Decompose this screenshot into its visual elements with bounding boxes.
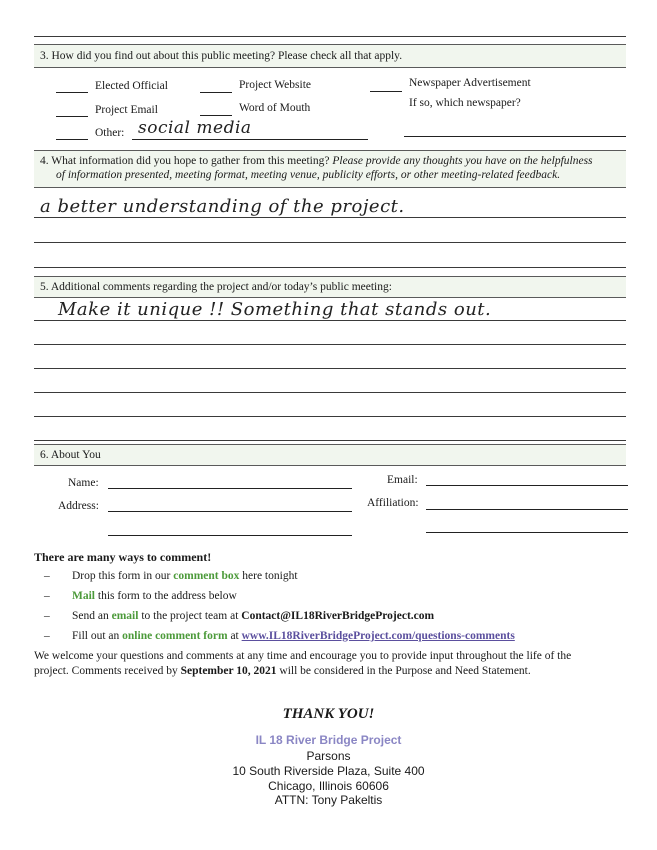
question-3-header: [34, 44, 626, 68]
option-elected-official: Elected Official: [95, 80, 168, 92]
way-text: at: [227, 630, 242, 642]
affiliation-field[interactable]: [426, 509, 628, 510]
way-email: [72, 610, 434, 622]
city-address: Chicago, Illinois 60606: [268, 779, 389, 793]
option-project-website: Project Website: [239, 79, 311, 91]
other-answer-line[interactable]: [132, 139, 368, 140]
address-field-2[interactable]: [108, 535, 352, 536]
welcome-text: project. Comments received by: [34, 665, 181, 677]
option-other: Other:: [95, 127, 125, 139]
company-name: Parsons: [306, 749, 351, 763]
option-newspaper-advertisement: Newspaper Advertisement: [409, 77, 531, 89]
question-4-header: [34, 150, 626, 188]
way-online-form: [72, 630, 515, 642]
address-label: Address:: [58, 500, 99, 512]
answer-line[interactable]: [34, 392, 626, 393]
answer-line[interactable]: [34, 320, 626, 321]
answer-line[interactable]: [34, 368, 626, 369]
newspaper-answer-line[interactable]: [404, 136, 626, 137]
affiliation-label: Affiliation:: [367, 497, 419, 509]
option-project-email: Project Email: [95, 104, 158, 116]
answer-line[interactable]: [34, 242, 626, 243]
bullet-dash: –: [44, 630, 50, 642]
answer-line[interactable]: [34, 416, 626, 417]
checkbox-word-of-mouth[interactable]: [200, 115, 232, 116]
website-link[interactable]: www.IL18RiverBridgeProject.com/questions-comments: [241, 630, 515, 642]
checkbox-project-website[interactable]: [200, 92, 232, 93]
way-text: Fill out an: [72, 630, 123, 642]
welcome-line-2: [34, 665, 531, 677]
thank-you: THANK YOU!: [282, 706, 375, 722]
bullet-dash: –: [44, 570, 50, 582]
question-4-label-b: Please provide any thoughts you have on the helpfulness: [332, 155, 593, 167]
option-which-newspaper: If so, which newspaper?: [409, 97, 521, 109]
question-5-answer: Make it unique !! Something that stands out.: [58, 299, 492, 320]
question-5-header: [34, 276, 626, 298]
deadline-date: September 10, 2021: [180, 665, 277, 677]
checkbox-newspaper[interactable]: [370, 91, 402, 92]
attn-line: ATTN: Tony Pakeltis: [274, 793, 383, 807]
contact-email-link[interactable]: Contact@IL18RiverBridgeProject.com: [241, 610, 435, 622]
bullet-dash: –: [44, 610, 50, 622]
other-answer: social media: [138, 118, 252, 138]
question-6-label: 6. About You: [40, 449, 101, 461]
question-5-label: 5. Additional comments regarding the project and/or today’s public meeting:: [40, 281, 392, 293]
checkbox-elected-official[interactable]: [56, 92, 88, 93]
way-text: to the project team at: [138, 610, 242, 622]
question-4-label-c: of information presented, meeting format, meeting venue, publicity efforts, or other meeting-related feedback.: [56, 169, 561, 181]
question-3-label: 3. How did you find out about this public meeting? Please check all that apply.: [40, 50, 403, 62]
online-form-highlight: online comment form: [122, 630, 228, 642]
way-text: Send an: [72, 610, 112, 622]
name-field[interactable]: [108, 488, 352, 489]
question-6-header: [34, 444, 626, 466]
way-text: this form to the address below: [95, 590, 237, 602]
answer-line[interactable]: [34, 217, 626, 218]
email-highlight: email: [111, 610, 139, 622]
question-4-label-a: 4. What information did you hope to gather from this meeting?: [40, 155, 333, 167]
way-comment-box: [72, 570, 298, 582]
mail-highlight: Mail: [72, 590, 95, 602]
way-text: here tonight: [239, 570, 298, 582]
way-mail: [72, 590, 237, 602]
question-4-label: [40, 154, 593, 182]
comment-box-highlight: comment box: [173, 570, 240, 582]
project-name: IL 18 River Bridge Project: [255, 733, 402, 747]
question-4-answer: a better understanding of the project.: [40, 196, 405, 217]
welcome-line-1: We welcome your questions and comments at any time and encourage you to provide input throughout the life of the: [34, 650, 572, 662]
answer-line[interactable]: [34, 267, 626, 268]
street-address: 10 South Riverside Plaza, Suite 400: [232, 764, 425, 778]
email-field[interactable]: [426, 485, 628, 486]
welcome-text: will be considered in the Purpose and Need Statement.: [276, 665, 531, 677]
way-text: Drop this form in our: [72, 570, 174, 582]
top-rule: [34, 36, 626, 37]
ways-heading: There are many ways to comment!: [34, 550, 212, 564]
answer-line[interactable]: [34, 440, 626, 441]
email-label: Email:: [387, 474, 418, 486]
affiliation-field-2[interactable]: [426, 532, 628, 533]
bullet-dash: –: [44, 590, 50, 602]
answer-line[interactable]: [34, 344, 626, 345]
name-label: Name:: [68, 477, 99, 489]
option-word-of-mouth: Word of Mouth: [239, 102, 311, 114]
checkbox-project-email[interactable]: [56, 116, 88, 117]
checkbox-other[interactable]: [56, 139, 88, 140]
address-field[interactable]: [108, 511, 352, 512]
